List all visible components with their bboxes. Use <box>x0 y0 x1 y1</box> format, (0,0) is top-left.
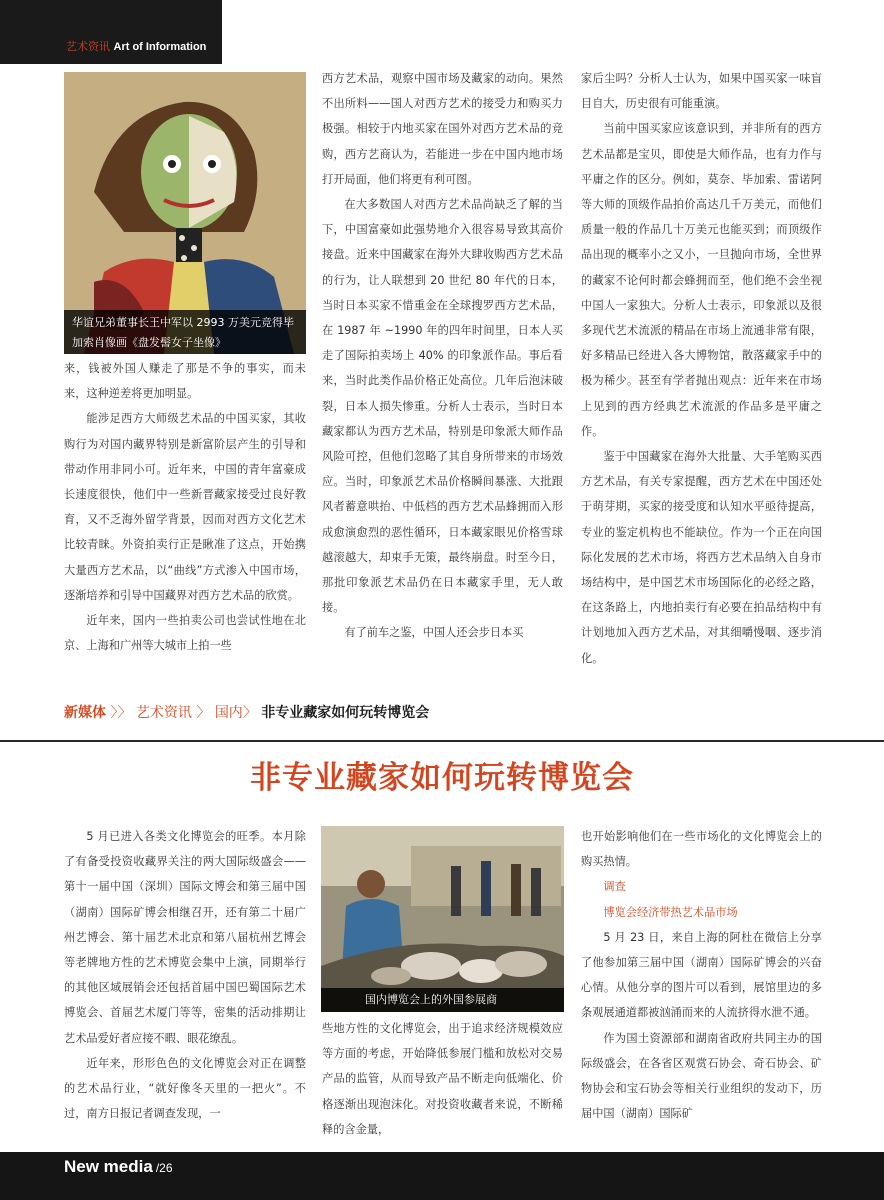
breadcrumb <box>64 702 429 724</box>
page-number: /26 <box>155 1161 173 1175</box>
paragraph: 来，钱被外国人赚走了那是不争的事实，而未来，这种逆差将更加明显。 <box>64 362 306 401</box>
paragraph: 作为国土资源部和湖南省政府共同主办的国际级盛会，在各省区观赏石协会、奇石协会、矿物协会和宝石协会等相关行业组织的发动下，历届中国（湖南）国际矿 <box>581 1031 822 1121</box>
article2-column-2 <box>322 1016 563 1142</box>
paragraph: 5 月已进入各类文化博览会的旺季。本月除了有备受投资收藏界关注的两大国际级盛会——第十一届中国（深圳）国际文博会和第三届中国（湖南）国际矿博会相继召开，还有第二十届广州艺博会、第十届艺术北京和第八届杭州艺博会等老牌地方性的艺术博览会集中上演，同期举行的其他区域展销会还包括首届中国巴蜀国际艺术博览会、首届艺术厦门等等，密集的活动排期让艺术品爱好者应接不暇、眼花缭乱。 <box>64 830 306 1045</box>
article1-column-3 <box>581 66 822 671</box>
paragraph: 近年来，国内一些拍卖公司也尝试性地在北京、上海和广州等大城市上拍一些 <box>64 614 306 653</box>
article1-column-1 <box>64 356 306 658</box>
subheading: 博览会经济带热艺术品市场 <box>603 905 738 919</box>
paragraph: 在大多数国人对西方艺术品尚缺乏了解的当下，中国富豪如此强势地介入很容易导致其高价接盘。近来中国藏家在海外大肆收购西方艺术品的行为，让人联想到 20 世纪 80 年代的日本，当时日本买家不惜重金在全球搜罗西方艺术品，在 1987 年 ~1990 年的四年时间里，日本人买走了国际拍卖场上 40% 的印象派作品。事后看来，当时此类作品价格正处高位。几年后泡沫破裂，日本人损失惨重。分析人士表示，当时日本藏家都认为西方艺术品，特别是印象派大师作品风险可控，但他们忽略了其自身所带来的市场效应。当时，印象派艺术品价格瞬间暴涨、大批跟风者蓄意哄抬、中低档的西方艺术品蜂拥而入形成愈演愈烈的恶性循环，日本藏家眼见价格雪球越滚越大，却束手无策，最终崩盘。时至今日，那批印象派艺术品仍在日本藏家手里，无人敢接。 <box>322 198 563 615</box>
paragraph: 也开始影响他们在一些市场化的文化博览会上的购买热情。 <box>581 830 822 869</box>
picasso-painting-photo <box>64 72 306 354</box>
article2-column-1 <box>64 824 306 1126</box>
breadcrumb-separator: 〉 <box>242 705 257 721</box>
paragraph: 西方艺术品，观察中国市场及藏家的动向。果然不出所料——国人对西方艺术的接受力和购买力极强。相较于内地买家在国外对西方艺术品的竞购，西方艺商认为，若能进一步在中国内地市场打开局面，他们将更有利可图。 <box>322 72 563 186</box>
paragraph: 能涉足西方大师级艺术品的中国买家，其收购行为对国内藏界特别是新富阶层产生的引导和带动作用非同小可。近年来，中国的青年富豪成长速度很快，他们中一些新晋藏家接受过良好教育，又不乏海外留学背景，因而对西方文化艺术比较青睐。外资拍卖行正是瞅准了这点，开始携大量西方艺术品，以“曲线”方式渗入中国市场，逐渐培养和引导中国藏界对西方艺术品的欣赏。 <box>64 412 306 602</box>
article1-column-2 <box>322 66 563 646</box>
section-label-en: Art of Information <box>113 41 207 53</box>
section-tag: 调查 <box>603 880 626 894</box>
paragraph: 当前中国买家应该意识到，并非所有的西方艺术品都是宝贝，即使是大师作品，也有力作与平庸之作的区分。例如，莫奈、毕加索、雷诺阿等大师的顶级作品拍价高达几千万美元，而他们质量一般的作品几十万美元也能买到；而顶级作品出现的概率小之又小，一旦抛向市场，全世界的藏家不论何时都会蜂拥而至，他们绝不会坐视中国人一家独大。分析人士表示，印象派以及很多现代艺术流派的精品在市场上流通非常有限，好多精品已经进入各大博物馆，散落藏家手中的极为稀少。甚至有学者抛出观点：近年来在市场上见到的西方经典艺术流派的作品多是平庸之作。 <box>581 122 822 438</box>
breadcrumb-link-domestic[interactable]: 国内 <box>214 705 243 721</box>
section-divider <box>0 740 884 742</box>
breadcrumb-link-art-info[interactable]: 艺术资讯 <box>135 705 192 721</box>
expo-photo <box>321 826 564 1012</box>
breadcrumb-link-newmedia[interactable]: 新媒体 <box>64 705 106 721</box>
footer-brand <box>64 1157 173 1177</box>
paragraph: 家后尘吗？分析人士认为，如果中国买家一味盲目自大，历史很有可能重演。 <box>581 72 822 111</box>
section-header-block <box>0 0 222 64</box>
paragraph: 有了前车之鉴，中国人还会步日本买 <box>344 626 524 640</box>
brand-name: New media <box>64 1157 153 1176</box>
paragraph: 近年来，形形色色的文化博览会对正在调整的艺术品行业，“就好像冬天里的一把火”。不过，南方日报记者调查发现，一 <box>64 1056 306 1121</box>
breadcrumb-separator: 〉 <box>191 705 211 721</box>
article2-column-3 <box>581 824 822 1126</box>
breadcrumb-separator: 〉〉 <box>106 705 132 721</box>
photo-caption: 国内博览会上的外国参展商 <box>321 988 564 1012</box>
paragraph: 鉴于中国藏家在海外大批量、大手笔购买西方艺术品，有关专家提醒，西方艺术在中国还处于萌芽期，买家的接受度和认知水平亟待提高，专业的鉴定机构也不能缺位。作为一个正在向国际化发展的艺术市场，将西方艺术品纳入自身市场结构中，是中国艺术市场国际化的必经之路，在这条路上，内地拍卖行有必要在拍品结构中有计划地加入西方艺术品，对其细嚼慢咽、逐步消化。 <box>581 450 822 665</box>
expo-illustration <box>321 826 564 1012</box>
section-label-cn: 艺术资讯 <box>66 40 110 53</box>
section-label <box>66 40 206 54</box>
article-title: 非专业藏家如何玩转博览会 <box>250 760 634 796</box>
photo-caption: 华谊兄弟董事长王中军以 2993 万美元竞得毕加索肖像画《盘发髻女子坐像》 <box>64 310 306 354</box>
paragraph: 5 月 23 日，来自上海的阿杜在微信上分享了他参加第三届中国（湖南）国际矿博会的兴奋心情。从他分享的图片可以看到，展馆里边的多条观展通道都被汹涌而来的人流挤得水泄不通。 <box>581 930 822 1020</box>
paragraph: 些地方性的文化博览会，出于追求经济规模效应等方面的考虑，开始降低参展门槛和放松对交易产品的监管，从而导致产品不断走向低端化、价格逐渐出现泡沫化。对投资收藏者来说，不断稀释的含金量， <box>322 1022 563 1136</box>
breadcrumb-current: 非专业藏家如何玩转博览会 <box>261 705 430 721</box>
